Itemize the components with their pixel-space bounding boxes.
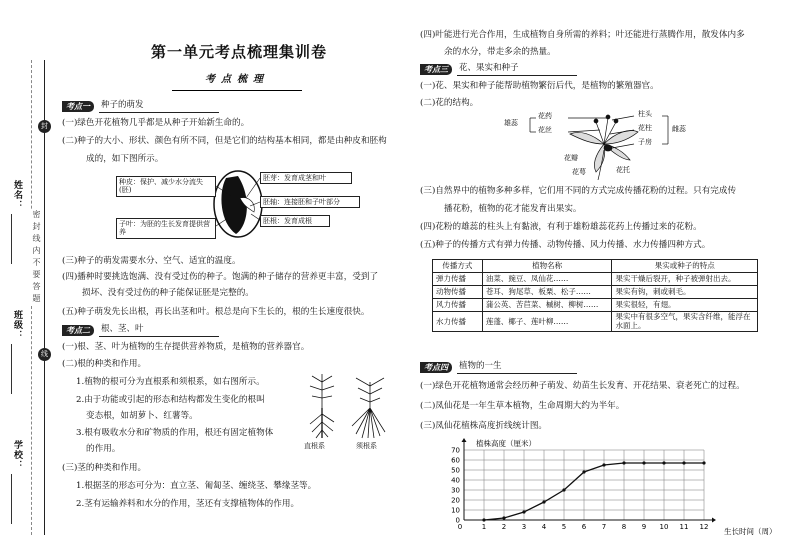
section-3-header xyxy=(420,64,577,75)
data-point xyxy=(562,488,565,491)
section-1-header xyxy=(62,101,219,112)
r-top-1: (四)叶能进行光合作用，生成植物自身所需的养料；叶还能进行蒸腾作用，散发体内多 xyxy=(420,30,745,40)
fibrous-root-label: 须根系 xyxy=(356,442,377,450)
table-cell: 果实干燥后裂开，种子被弹射出去。 xyxy=(612,273,758,286)
data-point xyxy=(582,470,585,473)
table-cell: 蒲公英、苦苣菜、槭树、柳树…… xyxy=(482,299,612,312)
x-tick-label: 2 xyxy=(501,523,507,531)
s3-item-6: (五)种子的传播方式有弹力传播、动物传播、风力传播、水力传播四种方式。 xyxy=(420,240,711,250)
x-origin-label: 0 xyxy=(457,523,463,531)
flower-label-sepal: 花萼 xyxy=(572,168,586,176)
flower-diagram xyxy=(504,110,692,180)
flower-label-stigma: 柱头 xyxy=(638,110,652,118)
x-tick-label: 12 xyxy=(699,523,709,531)
data-point xyxy=(482,518,485,521)
s2-item-4: 2.由于功能或引起的形态和结构都发生变化的根叫 xyxy=(76,395,265,405)
flower-label-ovary: 子房 xyxy=(638,138,652,146)
table-cell: 果实很轻，有翅。 xyxy=(612,299,758,312)
seed-diagram xyxy=(88,168,388,240)
s2-item-5: 变态根，如胡萝卜、红薯等。 xyxy=(86,411,198,421)
r-top-2: 余的水分，带走多余的热量。 xyxy=(444,47,556,57)
table-cell: 果实中有很多空气，果实含纤维，能浮在水面上。 xyxy=(612,312,758,332)
table-cell: 油菜、豌豆、凤仙花…… xyxy=(482,273,612,286)
school-label: 学校： xyxy=(12,440,22,470)
s3-item-3: (三)自然界中的植物多种多样，它们用不同的方式完成传播花粉的过程。只有完成传 xyxy=(420,186,737,196)
table-cell: 风力传播 xyxy=(433,299,483,312)
table-header: 传播方式 xyxy=(433,260,483,273)
left-column xyxy=(58,0,400,544)
s2-item-2: (二)根的种类和作用。 xyxy=(62,359,147,369)
s3-item-4: 播花粉，植物的花才能发育出果实。 xyxy=(444,204,582,214)
data-point xyxy=(682,461,685,464)
right-column xyxy=(420,0,790,544)
s1-item-2: (二)种子的大小、形状、颜色有所不同，但是它们的结构基本相同，都是由种皮和胚构 xyxy=(62,136,387,146)
y-tick-label: 60 xyxy=(451,456,460,465)
s2-item-8: (三)茎的种类和作用。 xyxy=(62,463,147,473)
s2-item-3: 1.植物的根可分为直根系和须根系，如右图所示。 xyxy=(76,377,265,387)
data-point xyxy=(502,516,505,519)
section-2-tag: 考点二 xyxy=(62,325,94,336)
s4-item-3: (三)凤仙花植株高度折线统计图。 xyxy=(420,421,548,431)
s3-item-2: (二)花的结构。 xyxy=(420,98,479,108)
class-label: 班级： xyxy=(12,310,22,340)
s1-item-7: (五)种子萌发先长出根，再长出茎和叶。根总是向下生长的，根的生长速度很快。 xyxy=(62,307,370,317)
s2-item-1: (一)根、茎、叶为植物的生存提供营养物质，是植物的营养器官。 xyxy=(62,342,310,352)
data-point xyxy=(542,500,545,503)
s2-item-7: 的作用。 xyxy=(86,444,121,454)
flower-label-style: 花柱 xyxy=(638,124,652,132)
table-row xyxy=(433,299,758,312)
x-tick-label: 6 xyxy=(581,523,587,531)
flower-label-anther: 花药 xyxy=(538,112,552,120)
x-tick-label: 3 xyxy=(521,523,527,531)
y-tick-label: 40 xyxy=(451,476,460,485)
seed-label-coat: 种皮：保护、减少水分流失(胚) xyxy=(116,176,216,197)
y-tick-label: 70 xyxy=(451,446,460,455)
section-3-title: 花、果实和种子 xyxy=(457,63,577,75)
table-cell: 动物传播 xyxy=(433,286,483,299)
school-field[interactable] xyxy=(11,474,12,524)
section-4-tag: 考点四 xyxy=(420,362,452,373)
section-3-tag: 考点三 xyxy=(420,64,452,75)
seed-label-plumule: 胚芽：发育成茎和叶 xyxy=(260,172,352,184)
section-4-header xyxy=(420,362,577,373)
y-tick-label: 10 xyxy=(451,506,460,515)
y-tick-label: 50 xyxy=(451,466,460,475)
flower-label-receptacle: 花托 xyxy=(616,166,630,174)
s1-item-5: (四)播种时要挑选饱满、没有受过伤的种子。饱满的种子储存的营养更丰富，受到了 xyxy=(62,272,379,282)
s2-item-9: 1.根据茎的形态可分为：直立茎、匍匐茎、缠绕茎、攀缘茎等。 xyxy=(76,481,317,491)
section-2-title: 根、茎、叶 xyxy=(99,324,219,336)
page-subtitle: 考点梳理 xyxy=(172,73,302,91)
binding-margin xyxy=(0,0,58,544)
y-axis-arrow xyxy=(462,438,467,442)
section-4-title: 植物的一生 xyxy=(457,361,577,373)
seed-dispersal-table xyxy=(432,259,758,332)
y-axis-title: 植株高度（厘米） xyxy=(476,439,536,448)
table-cell: 莲蓬、椰子、莲叶柳…… xyxy=(482,312,612,332)
table-cell: 果实有钩，刺或刺毛。 xyxy=(612,286,758,299)
table-cell: 苍耳、狗尾草、板栗、松子…… xyxy=(482,286,612,299)
name-field[interactable] xyxy=(11,214,12,264)
s3-item-1: (一)花、果实和种子能帮助植物繁衍后代，是植物的繁殖器官。 xyxy=(420,81,659,91)
x-tick-label: 10 xyxy=(659,523,669,531)
data-point xyxy=(602,463,605,466)
table-header: 植物名称 xyxy=(482,260,612,273)
table-header-row xyxy=(433,260,758,273)
x-tick-label: 11 xyxy=(679,523,689,531)
data-point xyxy=(622,461,625,464)
flower-label-filament: 花丝 xyxy=(538,126,552,134)
seal-mark-top: 封 xyxy=(38,120,51,133)
name-label: 姓名： xyxy=(12,180,22,210)
data-point xyxy=(662,461,665,464)
x-axis-title: 生长时间（周） xyxy=(724,527,777,536)
y-tick-label: 30 xyxy=(451,486,460,495)
x-tick-label: 5 xyxy=(561,523,567,531)
flower-label-pistil: 雌蕊 xyxy=(672,125,686,133)
s1-item-1: (一)绿色开花植物几乎都是从种子开始新生命的。 xyxy=(62,118,250,128)
s4-item-2: (二)凤仙花是一年生草本植物，生命周期大约为半年。 xyxy=(420,401,625,411)
data-point xyxy=(702,461,705,464)
table-row xyxy=(433,286,758,299)
flower-label-stamen: 雄蕊 xyxy=(504,119,518,127)
section-1-title: 种子的萌发 xyxy=(99,100,219,112)
y-tick-label: 20 xyxy=(451,496,460,505)
plant-height-chart xyxy=(436,436,788,540)
x-tick-label: 7 xyxy=(601,523,607,531)
s1-item-4: (三)种子的萌发需要水分、空气、适宜的温度。 xyxy=(62,256,241,266)
y-tick-label: 0 xyxy=(455,516,460,525)
dispersal-table-wrap xyxy=(432,259,758,332)
table-cell: 水力传播 xyxy=(433,312,483,332)
series-line xyxy=(484,463,704,520)
s1-item-6: 损坏、没有受过伤的种子能保证胚是完整的。 xyxy=(82,288,254,298)
data-point xyxy=(522,510,525,513)
taproot-label: 直根系 xyxy=(304,442,325,450)
data-point xyxy=(642,461,645,464)
table-row xyxy=(433,273,758,286)
root-illustration xyxy=(300,372,400,442)
s2-item-6: 3.根有吸收水分和矿物质的作用，根还有固定植物体 xyxy=(76,428,274,438)
x-axis-arrow xyxy=(712,518,716,523)
s1-item-3: 成的，如下图所示。 xyxy=(86,154,164,164)
seed-label-radicle: 胚根：发育成根 xyxy=(260,215,330,227)
s3-item-5: (四)花粉的雄蕊的柱头上有黏液，有利于雄粉雄蕊花药上传播过来的花粉。 xyxy=(420,222,702,232)
seed-label-cotyledon: 子叶：为胚的生长发育提供营养 xyxy=(116,218,216,239)
table-cell: 弹力传播 xyxy=(433,273,483,286)
section-1-tag: 考点一 xyxy=(62,101,94,112)
x-tick-label: 4 xyxy=(541,523,547,531)
x-tick-label: 1 xyxy=(481,523,487,531)
s2-item-10: 2.茎有运输养料和水分的作用，茎还有支撑植物体的作用。 xyxy=(76,499,300,509)
page-title: 第一单元考点梳理集训卷 xyxy=(150,43,327,61)
class-field[interactable] xyxy=(11,344,12,394)
table-row xyxy=(433,312,758,332)
seal-mark-bottom: 线 xyxy=(38,348,51,361)
table-header: 果实或种子的特点 xyxy=(612,260,758,273)
x-tick-label: 8 xyxy=(621,523,627,531)
s4-item-1: (一)绿色开花植物通常会经历种子萌发、幼苗生长发育、开花结果、衰老死亡的过程。 xyxy=(420,381,745,391)
x-tick-label: 9 xyxy=(641,523,647,531)
seal-warning: 密封线内不要答题 xyxy=(27,210,41,306)
section-2-header xyxy=(62,325,219,336)
seed-label-hypocotyl: 胚轴：连接胚和子叶部分 xyxy=(260,196,360,208)
root-diagram xyxy=(300,372,400,452)
flower-label-petal: 花瓣 xyxy=(564,154,578,162)
